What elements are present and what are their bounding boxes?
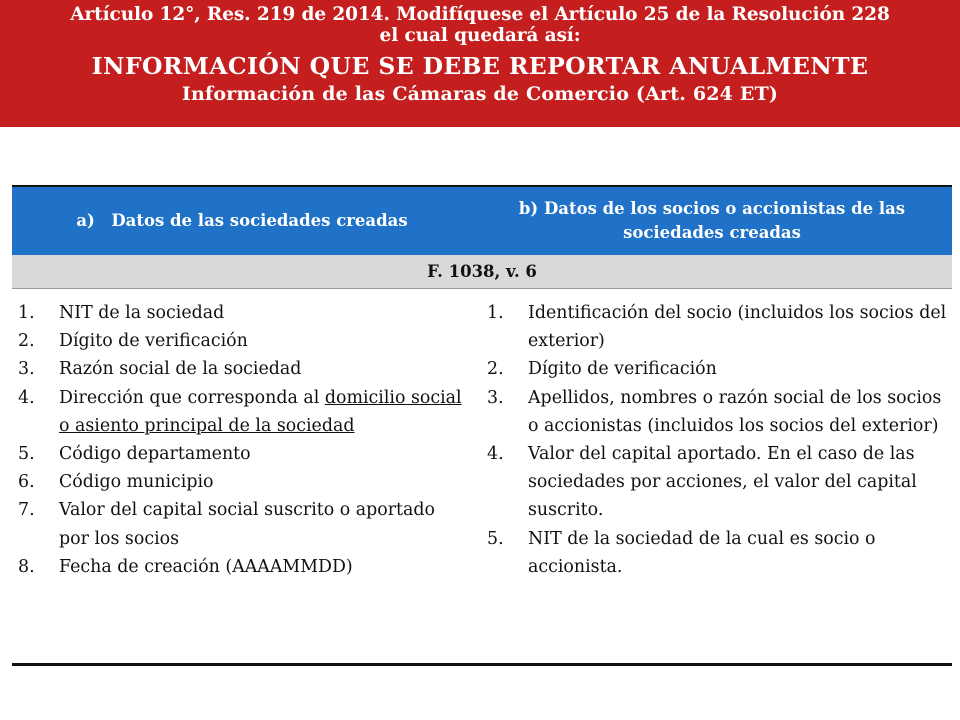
- banner-line-1: Artículo 12°, Res. 219 de 2014. Modifíquese el Artículo 25 de la Resolución 228: [70, 4, 890, 25]
- list-item-text: Código municipio: [59, 472, 214, 493]
- list-item-number: 1.: [487, 303, 504, 323]
- title-banner: [0, 0, 960, 127]
- table-header-row: [12, 185, 952, 255]
- list-item: [487, 525, 947, 581]
- col-b-list: [487, 299, 947, 581]
- list-item-number: 2.: [487, 359, 504, 380]
- col-b-list-cell: [487, 299, 947, 581]
- list-item-number: 5.: [18, 444, 35, 465]
- header-col-b: b) Datos de los socios o accionistas de las sociedades creadas: [518, 199, 906, 242]
- data-table: [12, 185, 952, 666]
- list-item: [487, 355, 947, 383]
- list-item-number: 2.: [18, 331, 35, 352]
- list-item-number: 4.: [487, 444, 504, 465]
- banner-subtitle: Información de las Cámaras de Comercio (Art. 624 ET): [181, 83, 779, 105]
- col-a-list: [18, 299, 470, 581]
- list-item-underlined-text: domicilio social o asiento principal de la sociedad: [59, 387, 462, 436]
- list-item-text: NIT de la sociedad de la cual es socio o accionista.: [528, 528, 876, 577]
- banner-title: INFORMACIÓN QUE SE DEBE REPORTAR ANUALMENTE: [91, 52, 869, 80]
- list-item: [18, 299, 470, 327]
- list-item-number: 3.: [18, 359, 35, 380]
- list-item-number: 5.: [487, 528, 504, 549]
- list-item-text: Dirección que corresponda al: [59, 387, 325, 408]
- list-item-text: Valor del capital aportado. En el caso de las sociedades por acciones, el valor del capital suscrito.: [528, 444, 917, 521]
- list-item-number: 6.: [18, 472, 35, 493]
- list-item: [487, 299, 947, 355]
- form-label-row: F. 1038, v. 6: [12, 255, 952, 289]
- list-item: [487, 440, 947, 525]
- list-item: [487, 384, 947, 440]
- list-item-text: Dígito de verificación: [528, 359, 717, 380]
- list-item-number: 4.: [18, 387, 35, 408]
- list-item: [18, 384, 470, 440]
- list-item: [18, 553, 470, 581]
- list-item-text: NIT de la sociedad: [59, 303, 225, 323]
- list-item-text: Razón social de la sociedad: [59, 359, 302, 380]
- list-item-text: Fecha de creación (AAAAMMDD): [59, 556, 353, 577]
- header-col-a: a) Datos de las sociedades creadas: [76, 211, 408, 230]
- list-item: [18, 496, 470, 552]
- col-a-list-cell: [18, 299, 470, 581]
- list-item: [18, 440, 470, 468]
- list-item-number: 3.: [487, 387, 504, 408]
- list-item-text: Apellidos, nombres o razón social de los socios o accionistas (incluidos los socios del exterior): [528, 387, 942, 436]
- list-item: [18, 468, 470, 496]
- list-item-number: 7.: [18, 500, 35, 521]
- list-item-number: 8.: [18, 556, 35, 577]
- list-item-text: Código departamento: [59, 444, 251, 465]
- list-item: [18, 355, 470, 383]
- list-item-text: Valor del capital social suscrito o aportado por los socios: [59, 500, 436, 549]
- list-item-number: 1.: [18, 303, 35, 323]
- list-item-text: Identificación del socio (incluidos los socios del exterior): [528, 303, 947, 352]
- banner-line-2: el cual quedará así:: [379, 25, 581, 46]
- list-item-text: Dígito de verificación: [59, 331, 248, 352]
- list-item: [18, 327, 470, 355]
